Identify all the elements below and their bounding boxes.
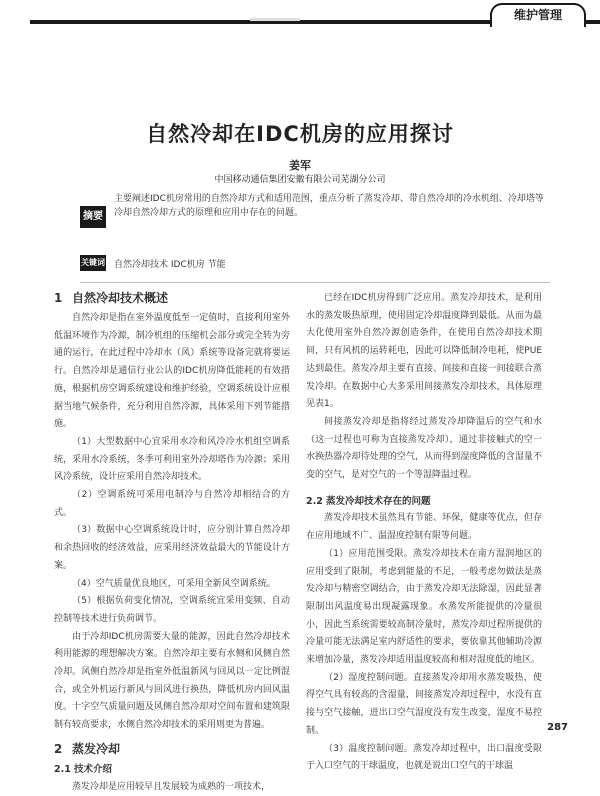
paragraph: （5）根据负荷变化情况，空调系统宜采用变频、自动控制等技术进行负荷调节。 <box>54 596 290 624</box>
header-bar <box>0 0 600 28</box>
right-column <box>306 290 542 776</box>
paragraph: 自然冷却是指在室外温度低至一定值时，直接利用室外低温环境作为冷源，制冷机组的压缩机会部分或完全转为旁通的运行，在此过程中冷却水（风）系统等设备完就将要运行。自然冷却是通信行业公认的IDC机房降低能耗的有效措施，根据机房空调系统建设和维护经验，空调系统设计应根据当地气候条件，充分利用自然冷源，具体采用下列节能措施。 <box>54 313 290 430</box>
paragraph: （1）应用范围受限。蒸发冷却技术在南方湿润地区的应用受到了限制，考虑到能量的不足，一般考虑勿做法是蒸发冷却与精密空调结合，由于蒸发冷却无法除湿，因此显著限制出风温度易出现凝露现象。水蒸发所能提供的冷量很小，因此当系统需要较高制冷量时，蒸发冷却过程所提供的冷量可能无法满足室内舒适性的要求，要依靠其他辅助冷源来增加冷量，蒸发冷却适用温度较高和相对湿度低的地区。 <box>306 548 542 666</box>
paragraph: （2）空调系统可采用电制冷与自然冷却相结合的方式。 <box>54 490 290 518</box>
paragraph: （1）大型数据中心宜采用水冷和风冷冷水机组空调系统，采用水冷系统，冬季可利用室外冷却塔作为冷源；采用风冷系统，设计应采用自然冷却技术。 <box>54 436 290 483</box>
left-column <box>54 290 290 796</box>
faint-mark <box>250 18 300 21</box>
paragraph: （3）温度控制问题。蒸发冷却过程中，出口温度受限于入口空气的干球温度，也就是说出口空气的干球温 <box>306 743 542 772</box>
divider <box>80 282 550 283</box>
author: 姜军 <box>289 159 311 172</box>
section-1-number: 1 <box>54 291 63 305</box>
page-number: 287 <box>547 722 568 733</box>
section-2-1-title: 技术介绍 <box>74 763 113 775</box>
abstract-text: 主要阐述IDC机房常用的自然冷却方式和适用范围，重点分析了蒸发冷却、带自然冷却的冷水机组、冷却塔等冷却自然冷却方式的原理和应用中存在的问题。 <box>114 194 544 218</box>
section-2-1-number: 2.1 <box>54 763 71 775</box>
section-2-1-heading <box>54 761 290 779</box>
section-1-title: 自然冷却技术概述 <box>72 291 169 305</box>
section-tab <box>490 3 586 27</box>
affiliation: 中国移动通信集团安徽有限公司芜湖分公司 <box>214 175 386 185</box>
section-2-2-title: 蒸发冷却技术存在的问题 <box>326 495 431 507</box>
section-2-number: 2 <box>54 741 63 756</box>
paragraph: （4）空气质量优良地区，可采用全新风空调系统。 <box>72 578 276 589</box>
paragraph: 蒸发冷却技术虽然具有节能、环保，健康等优点，但存在应用地域不广、温湿度控制有限等问题。 <box>306 513 542 542</box>
section-2-2-heading <box>306 493 542 511</box>
section-2-2-number: 2.2 <box>306 495 323 507</box>
paragraph: 已经在IDC机房得到广泛应用。蒸发冷却技术，是利用水的蒸发吸热原理，使用固定冷却温度降到最低。从而为最大化使用室外自然冷源创造条件，在使用自然冷却技术期间，只有风机的运转耗电，因此可以降低制冷电耗，使PUE达到最佳。蒸发冷却主要有直接、间接和直接一间接联合蒸发冷却。在数据中心大多采用间接蒸发冷却技术，具体原理见表1。 <box>306 293 542 410</box>
abstract-label: 摘要 <box>80 206 106 228</box>
section-1-heading <box>54 290 290 306</box>
section-2-title: 蒸发冷却 <box>72 741 121 756</box>
section-2-heading <box>54 741 290 757</box>
paragraph: （2）湿度控制问题。直接蒸发冷却用水蒸发吸热，使得空气具有较高的含湿量，间接蒸发冷却过程中，水没有直接与空气接触，进出口空气湿度没有发生改变，湿度不易控制。 <box>306 672 542 736</box>
paragraph: （3）数据中心空调系统设计时，应分别计算自然冷却和余热回收的经济效益，应采用经济效益最大的节能设计方案。 <box>54 525 290 571</box>
keywords-label: 关键词 <box>80 255 106 271</box>
paragraph: 蒸发冷却是应用较早且发展较为成熟的一项技术， <box>72 781 271 792</box>
paragraph: 由于冷却IDC机房需要大量的能源，因此自然冷却技术利用能源的理想解决方案。自然冷却主要有水侧和风侧自然冷却。风侧自然冷却是指室外低温新风与回风以一定比例混合，或全外机运行新风与回风进行换热，降低机房内回风温度。十字空气质量问题及风侧自然冷却对空间布置和建筑限制有较高要求，水侧自然冷却技术的采用则更为普遍。 <box>54 631 290 731</box>
article-title: 自然冷却在IDC机房的应用探讨 <box>146 122 454 146</box>
abstract <box>80 192 550 236</box>
paragraph: 间接蒸发冷却是指将经过蒸发冷却降温后的空气和水（这一过程也可称为直接蒸发冷却），通过非接触式的空一水换热器冷却待处理的空气，从而得到湿度降低的含湿量不变的空气，是对空气的一个等湿降温过程。 <box>306 416 542 481</box>
section-label: 维护管理 <box>513 8 562 22</box>
keywords-text: 自然冷却技术 IDC机房 节能 <box>114 260 226 270</box>
